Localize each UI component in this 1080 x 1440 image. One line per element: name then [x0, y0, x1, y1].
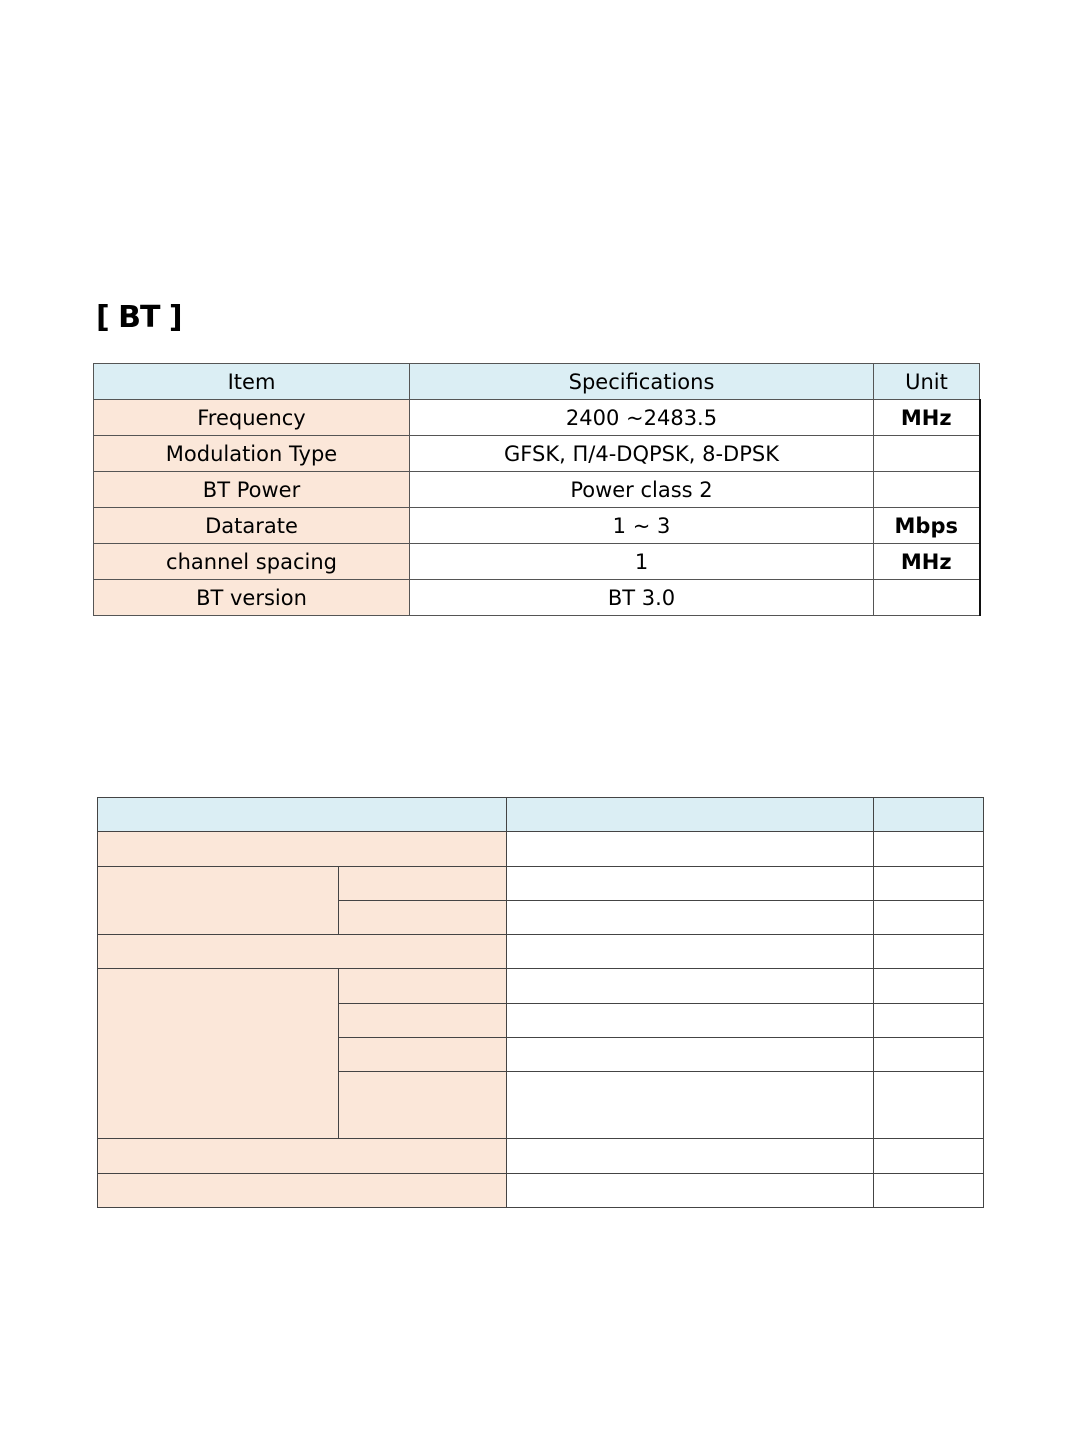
row-unit — [874, 472, 980, 508]
row-item: channel spacing — [94, 544, 410, 580]
value-cell — [507, 867, 874, 901]
value-cell — [507, 1038, 874, 1072]
unit-cell — [874, 1174, 984, 1208]
row-unit — [874, 580, 980, 616]
sub-label-cell — [339, 1072, 507, 1139]
label-cell — [98, 935, 507, 969]
row-spec: 1 — [410, 544, 874, 580]
unit-cell — [874, 832, 984, 867]
row-unit: MHz — [874, 544, 980, 580]
sub-label-cell — [339, 969, 507, 1004]
row-item: Datarate — [94, 508, 410, 544]
header-cell — [874, 798, 984, 832]
value-cell — [507, 1139, 874, 1174]
sub-label-cell — [339, 1038, 507, 1072]
header-unit: Unit — [874, 364, 980, 400]
label-cell — [98, 1139, 507, 1174]
table-row — [98, 1139, 984, 1174]
row-item: BT version — [94, 580, 410, 616]
table-row — [98, 935, 984, 969]
table-header-row — [94, 364, 980, 400]
value-cell — [507, 1072, 874, 1139]
value-cell — [507, 969, 874, 1004]
table-row — [98, 867, 984, 901]
value-cell — [507, 901, 874, 935]
unit-cell — [874, 969, 984, 1004]
table-row — [98, 1174, 984, 1208]
row-item: Frequency — [94, 400, 410, 436]
empty-spec-table — [97, 797, 984, 1208]
row-item: Modulation Type — [94, 436, 410, 472]
sub-label-cell — [339, 901, 507, 935]
table-row — [94, 472, 980, 508]
unit-cell — [874, 935, 984, 969]
table-row — [94, 580, 980, 616]
row-spec: 1 ~ 3 — [410, 508, 874, 544]
value-cell — [507, 832, 874, 867]
row-spec: BT 3.0 — [410, 580, 874, 616]
row-spec: 2400 ~2483.5 — [410, 400, 874, 436]
label-cell — [98, 1174, 507, 1208]
row-unit: MHz — [874, 400, 980, 436]
group-label-cell — [98, 867, 339, 935]
unit-cell — [874, 1004, 984, 1038]
table-row — [94, 544, 980, 580]
unit-cell — [874, 1072, 984, 1139]
row-unit: Mbps — [874, 508, 980, 544]
sub-label-cell — [339, 1004, 507, 1038]
header-specifications: Specifications — [410, 364, 874, 400]
bt-spec-table — [93, 363, 981, 616]
table-row — [98, 969, 984, 1004]
value-cell — [507, 1004, 874, 1038]
row-spec: GFSK, Π/4-DQPSK, 8-DPSK — [410, 436, 874, 472]
value-cell — [507, 1174, 874, 1208]
table-row — [94, 400, 980, 436]
sub-label-cell — [339, 867, 507, 901]
header-cell — [98, 798, 507, 832]
section-title: [ BT ] — [96, 300, 182, 335]
unit-cell — [874, 1139, 984, 1174]
table-row — [98, 832, 984, 867]
header-cell — [507, 798, 874, 832]
table-row — [94, 436, 980, 472]
unit-cell — [874, 1038, 984, 1072]
row-unit — [874, 436, 980, 472]
row-spec: Power class 2 — [410, 472, 874, 508]
unit-cell — [874, 867, 984, 901]
header-item: Item — [94, 364, 410, 400]
table-header-row — [98, 798, 984, 832]
table-row — [94, 508, 980, 544]
label-cell — [98, 832, 507, 867]
value-cell — [507, 935, 874, 969]
group-label-cell — [98, 969, 339, 1139]
unit-cell — [874, 901, 984, 935]
row-item: BT Power — [94, 472, 410, 508]
